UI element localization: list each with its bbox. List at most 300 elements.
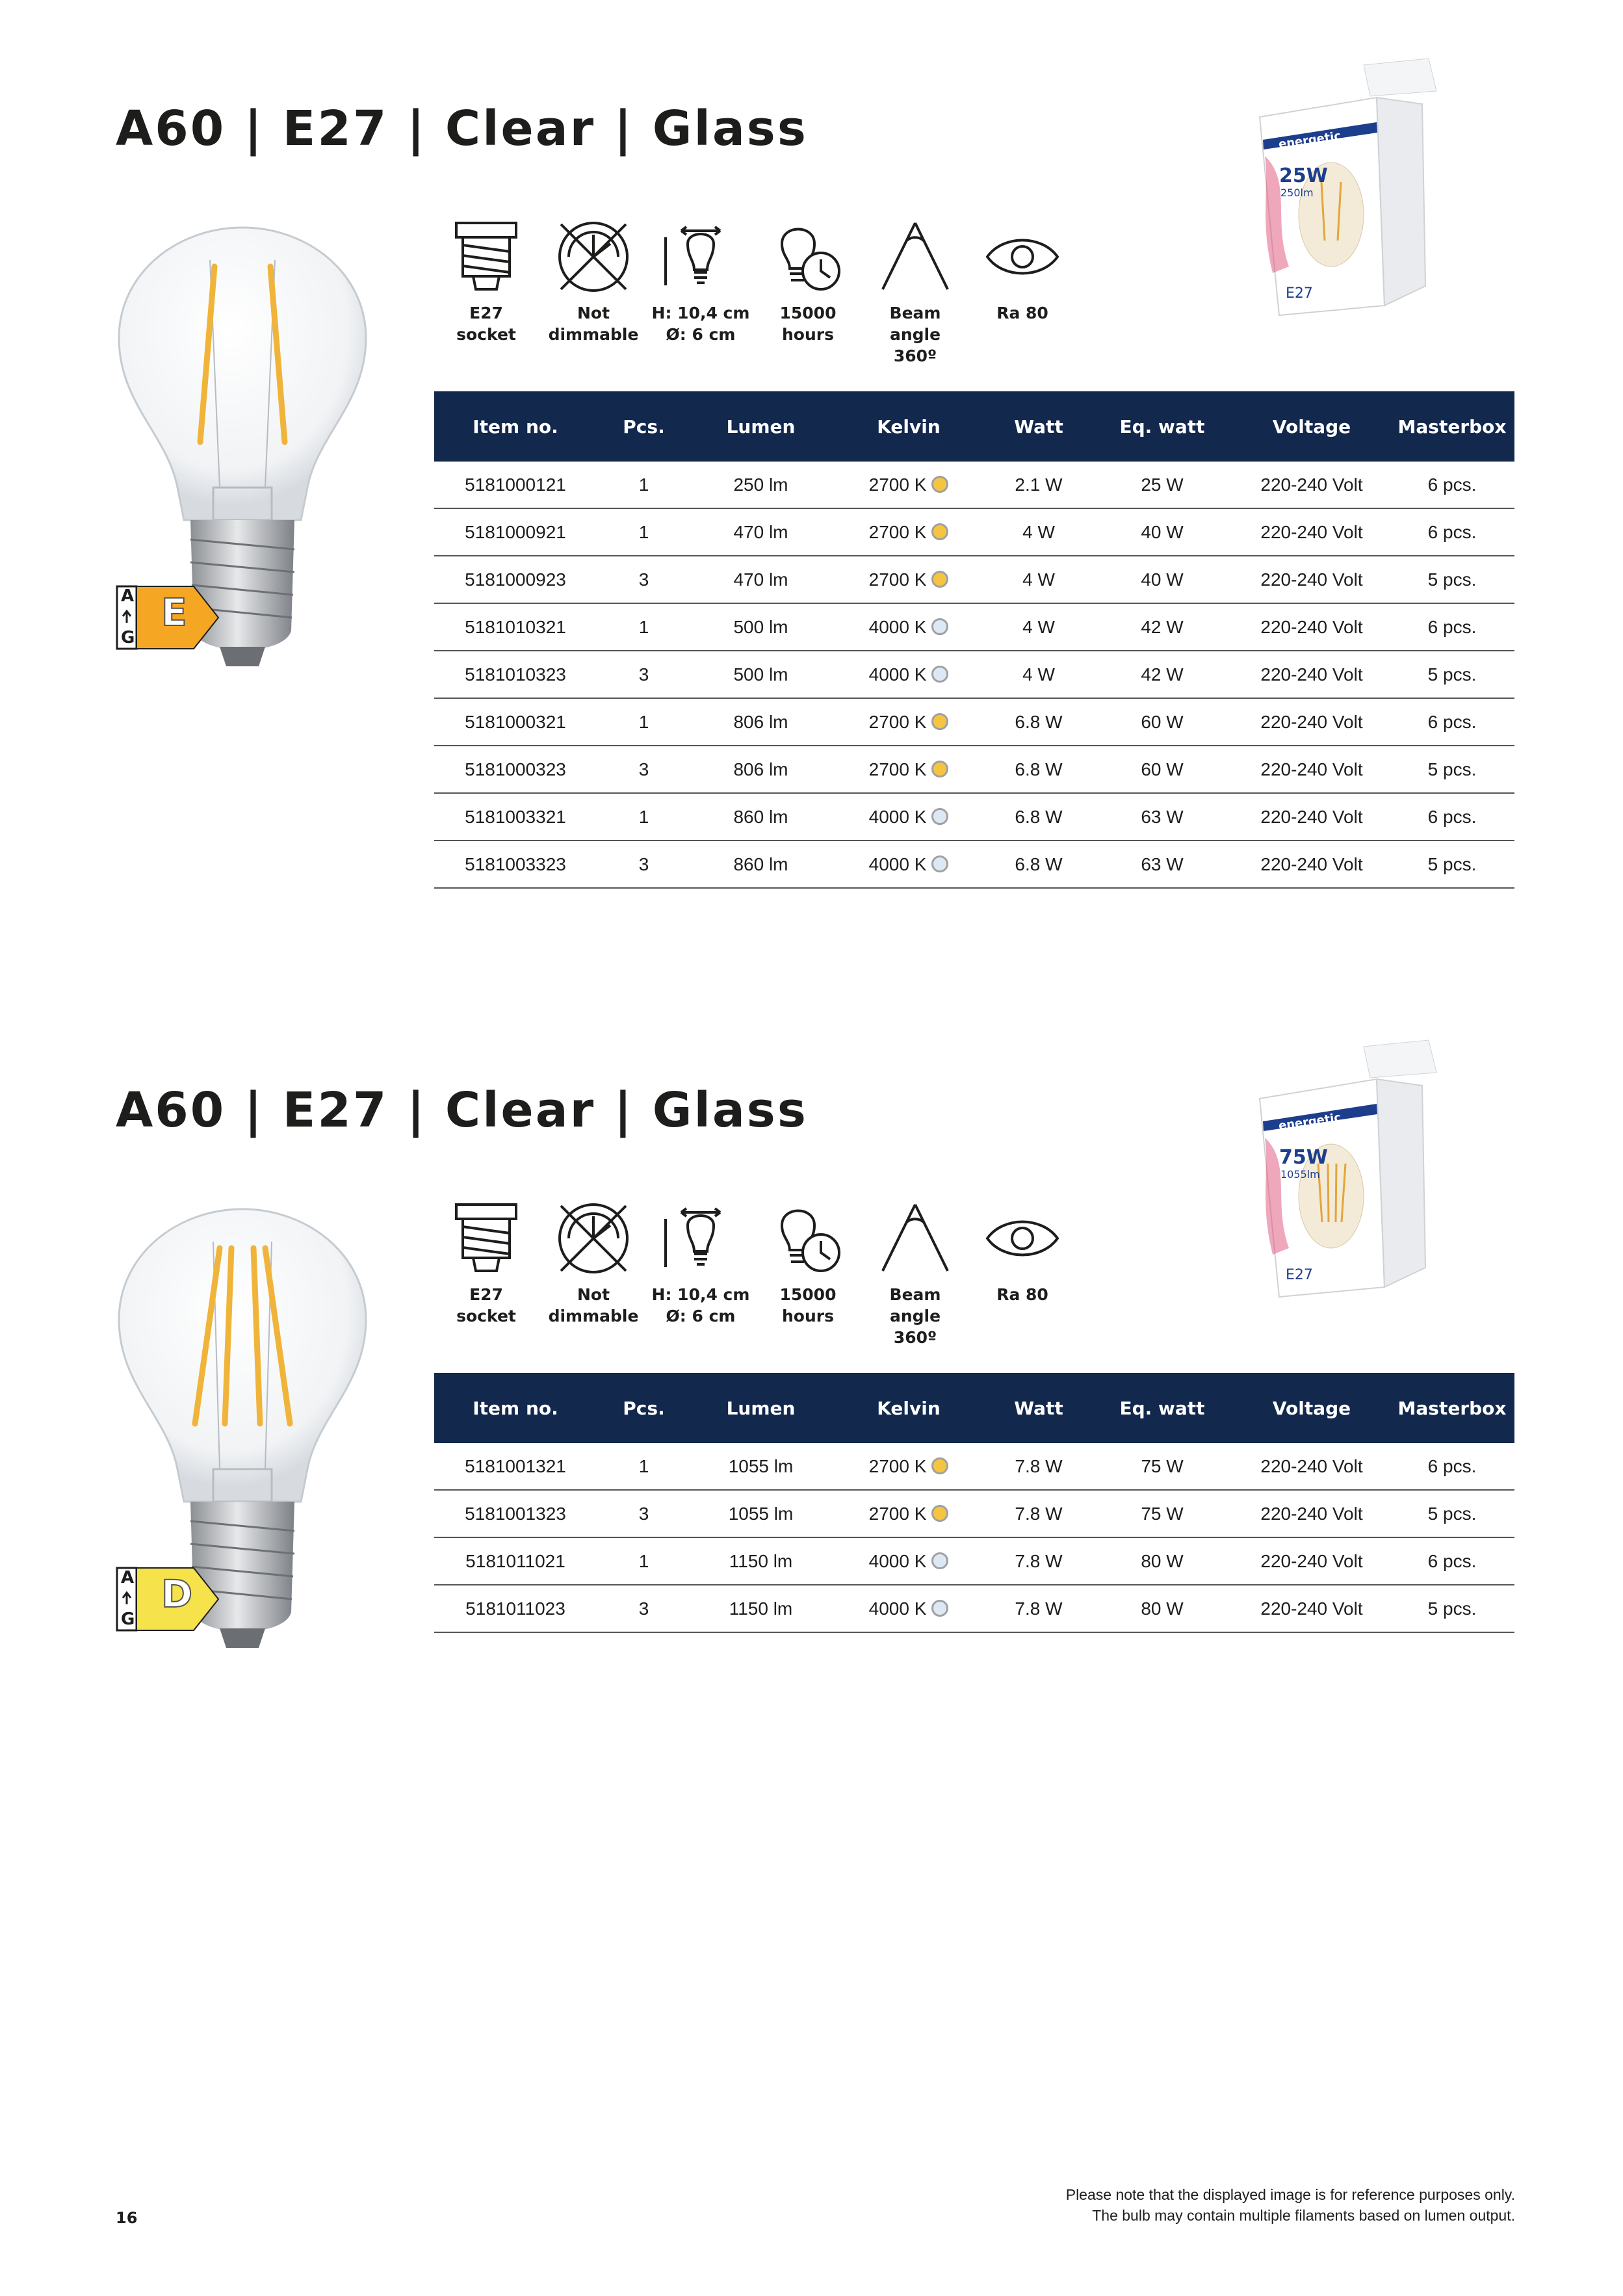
beam-angle-icon	[876, 1199, 954, 1277]
cell-text: 5181000323	[465, 759, 566, 779]
cell-text: 6.8 W	[1015, 854, 1063, 874]
table-row	[434, 603, 1514, 651]
ra-eye-icon	[983, 1199, 1061, 1277]
cell-text: 5 pcs.	[1427, 854, 1477, 874]
cell-text: 5 pcs.	[1427, 1598, 1477, 1619]
cell-box	[1390, 556, 1514, 603]
warm-light-dot-icon	[931, 571, 948, 588]
feature-label: 15000 hours	[779, 1285, 837, 1325]
cell-text: 806 lm	[733, 711, 788, 732]
cell-text: 60 W	[1141, 759, 1184, 779]
cell-text: 2700 K	[868, 711, 927, 732]
cell-box	[1390, 508, 1514, 556]
cool-light-dot-icon	[931, 1552, 948, 1569]
feature-lifetime	[756, 1199, 860, 1327]
table-row	[434, 462, 1514, 508]
ra-eye-icon	[983, 218, 1061, 296]
feature-lifetime	[756, 218, 860, 345]
feature-label: Beam angle 360º	[889, 1285, 941, 1347]
lifetime-hours-icon	[769, 1199, 847, 1277]
cell-pcs	[597, 508, 691, 556]
feature-label: H: 10,4 cm Ø: 6 cm	[651, 304, 750, 344]
cell-text: 5181010323	[465, 664, 566, 685]
cell-watt	[987, 1490, 1091, 1537]
cell-eq	[1091, 746, 1234, 793]
energy-label	[116, 1567, 220, 1632]
cell-text: 6 pcs.	[1427, 521, 1477, 542]
table-body	[434, 462, 1514, 888]
cell-lumen	[691, 1443, 831, 1490]
cell-watt	[987, 1443, 1091, 1490]
cell-text: 220-240 Volt	[1260, 711, 1363, 732]
cell-text: 1150 lm	[729, 1598, 793, 1619]
cell-box	[1390, 651, 1514, 698]
cell-text: 7.8 W	[1015, 1455, 1063, 1476]
cell-text: 4000 K	[868, 806, 927, 827]
warm-light-dot-icon	[931, 523, 948, 540]
product-spec-table	[434, 1373, 1514, 1633]
cell-kelvin	[831, 1490, 987, 1537]
cell-voltage	[1234, 1490, 1390, 1537]
cell-box	[1390, 793, 1514, 841]
cool-light-dot-icon	[931, 1600, 948, 1617]
table-row	[434, 1537, 1514, 1585]
feature-beam-angle	[863, 1199, 967, 1348]
e27-socket-icon	[447, 1199, 525, 1277]
table-row	[434, 1490, 1514, 1537]
cell-voltage	[1234, 462, 1390, 508]
disclaimer-note	[1066, 2184, 1515, 2226]
cell-text: 860 lm	[733, 854, 788, 874]
cell-text: 6 pcs.	[1427, 711, 1477, 732]
cell-pcs	[597, 1537, 691, 1585]
cell-lumen	[691, 556, 831, 603]
column-header: Item no.	[434, 1373, 597, 1443]
cell-text: 1055 lm	[728, 1503, 794, 1524]
beam-angle-icon	[876, 218, 954, 296]
cell-eq	[1091, 1490, 1234, 1537]
cell-watt	[987, 651, 1091, 698]
cell-box	[1390, 1490, 1514, 1537]
cell-pcs	[597, 793, 691, 841]
cell-kelvin	[831, 462, 987, 508]
cell-text: 860 lm	[733, 806, 788, 827]
feature-socket	[434, 1199, 538, 1327]
cell-text: 40 W	[1141, 521, 1184, 542]
cell-text: 220-240 Volt	[1260, 616, 1363, 637]
feature-dimensions	[649, 218, 753, 345]
cell-item	[434, 1585, 597, 1632]
cell-text: 5 pcs.	[1427, 1503, 1477, 1524]
cell-eq	[1091, 462, 1234, 508]
cell-watt	[987, 746, 1091, 793]
feature-label: Beam angle 360º	[889, 304, 941, 365]
cell-eq	[1091, 841, 1234, 888]
cell-text: 5181000321	[465, 711, 566, 732]
cell-text: 1	[638, 711, 649, 732]
cell-item	[434, 508, 597, 556]
cell-lumen	[691, 746, 831, 793]
cell-text: 42 W	[1141, 616, 1184, 637]
cell-pcs	[597, 841, 691, 888]
cell-kelvin	[831, 1585, 987, 1632]
cell-text: 4 W	[1022, 521, 1055, 542]
energy-scale-top: A	[121, 1568, 135, 1587]
cell-lumen	[691, 651, 831, 698]
cell-text: 2700 K	[868, 474, 927, 495]
e27-socket-icon	[447, 218, 525, 296]
cell-text: 4000 K	[868, 664, 927, 685]
cell-voltage	[1234, 1537, 1390, 1585]
column-header: Eq. watt	[1091, 391, 1234, 462]
cell-text: 2700 K	[868, 1503, 927, 1524]
cell-text: 7.8 W	[1015, 1598, 1063, 1619]
package-lumen: 1055lm	[1280, 1168, 1320, 1181]
cell-item	[434, 698, 597, 746]
cell-text: 60 W	[1141, 711, 1184, 732]
cell-text: 80 W	[1141, 1550, 1184, 1571]
cell-text: 5181000921	[465, 521, 566, 542]
cell-eq	[1091, 698, 1234, 746]
cell-eq	[1091, 1537, 1234, 1585]
cell-text: 220-240 Volt	[1260, 854, 1363, 874]
feature-label: Not dimmable	[548, 304, 639, 344]
cell-text: 5181011021	[465, 1550, 565, 1571]
cell-text: 75 W	[1141, 1455, 1184, 1476]
cell-kelvin	[831, 793, 987, 841]
energy-scale-top: A	[121, 586, 135, 606]
cell-text: 6.8 W	[1015, 759, 1063, 779]
package-socket: E27	[1286, 285, 1313, 302]
cell-text: 220-240 Volt	[1260, 1550, 1363, 1571]
cell-eq	[1091, 603, 1234, 651]
cell-text: 3	[638, 854, 649, 874]
cell-eq	[1091, 1443, 1234, 1490]
feature-ra	[970, 1199, 1074, 1305]
cell-text: 25 W	[1141, 474, 1184, 495]
cell-kelvin	[831, 556, 987, 603]
cell-box	[1390, 462, 1514, 508]
cell-pcs	[597, 746, 691, 793]
product-spec-table	[434, 391, 1514, 889]
cell-watt	[987, 841, 1091, 888]
cell-text: 75 W	[1141, 1503, 1184, 1524]
warm-light-dot-icon	[931, 761, 948, 777]
cell-text: 220-240 Volt	[1260, 664, 1363, 685]
cool-light-dot-icon	[931, 855, 948, 872]
cell-voltage	[1234, 746, 1390, 793]
disclaimer-line: Please note that the displayed image is for reference purposes only.	[1065, 2186, 1515, 2203]
cell-watt	[987, 793, 1091, 841]
cell-watt	[987, 556, 1091, 603]
cell-item	[434, 1443, 597, 1490]
warm-light-dot-icon	[931, 713, 948, 730]
cell-text: 220-240 Volt	[1260, 1598, 1363, 1619]
cell-lumen	[691, 1585, 831, 1632]
cell-kelvin	[831, 1537, 987, 1585]
page-number: 16	[116, 2209, 138, 2227]
feature-socket	[434, 218, 538, 345]
column-header: Lumen	[691, 1373, 831, 1443]
cell-text: 5181001323	[465, 1503, 566, 1524]
cell-text: 7.8 W	[1015, 1503, 1063, 1524]
cell-voltage	[1234, 651, 1390, 698]
cell-box	[1390, 1537, 1514, 1585]
cell-box	[1390, 603, 1514, 651]
product-title: A60 | E27 | Clear | Glass	[116, 1082, 808, 1138]
cell-watt	[987, 508, 1091, 556]
package-watt: 25W	[1279, 164, 1328, 187]
cell-box	[1390, 698, 1514, 746]
cell-text: 5181001321	[465, 1455, 566, 1476]
cell-item	[434, 1490, 597, 1537]
feature-label: 15000 hours	[779, 304, 837, 344]
disclaimer-line: The bulb may contain multiple filaments based on lumen output.	[1092, 2207, 1515, 2224]
package-socket: E27	[1286, 1267, 1313, 1283]
cell-pcs	[597, 1585, 691, 1632]
cell-text: 42 W	[1141, 664, 1184, 685]
feature-label: E27 socket	[456, 304, 516, 344]
lifetime-hours-icon	[769, 218, 847, 296]
feature-label: Ra 80	[996, 1285, 1048, 1304]
cell-text: 1	[638, 521, 649, 542]
table-row	[434, 1443, 1514, 1490]
cell-text: 6.8 W	[1015, 711, 1063, 732]
cell-text: 2700 K	[868, 759, 927, 779]
table-row	[434, 1585, 1514, 1632]
cell-text: 6 pcs.	[1427, 474, 1477, 495]
cell-item	[434, 556, 597, 603]
cell-kelvin	[831, 698, 987, 746]
product-package-image	[1234, 52, 1448, 332]
package-lumen: 250lm	[1280, 187, 1314, 199]
feature-dimmable	[541, 218, 645, 345]
cell-box	[1390, 1443, 1514, 1490]
cell-text: 1	[638, 1550, 649, 1571]
column-header: Kelvin	[831, 1373, 987, 1443]
cell-voltage	[1234, 1585, 1390, 1632]
cell-text: 6 pcs.	[1427, 806, 1477, 827]
cell-lumen	[691, 841, 831, 888]
column-header: Voltage	[1234, 391, 1390, 462]
package-watt: 75W	[1279, 1146, 1328, 1169]
cell-text: 1	[638, 806, 649, 827]
feature-icons	[434, 218, 1117, 365]
cell-text: 63 W	[1141, 854, 1184, 874]
cool-light-dot-icon	[931, 808, 948, 825]
cell-text: 4 W	[1022, 569, 1055, 590]
column-header: Masterbox	[1390, 1373, 1514, 1443]
feature-label: E27 socket	[456, 1285, 516, 1325]
cell-text: 250 lm	[733, 474, 788, 495]
package-brand: energetic	[1277, 1110, 1342, 1133]
cell-box	[1390, 841, 1514, 888]
cell-lumen	[691, 508, 831, 556]
cell-text: 220-240 Volt	[1260, 569, 1363, 590]
cell-voltage	[1234, 508, 1390, 556]
cell-text: 220-240 Volt	[1260, 1503, 1363, 1524]
not-dimmable-icon	[554, 218, 632, 296]
feature-icons	[434, 1199, 1117, 1347]
cell-text: 2700 K	[868, 1455, 927, 1476]
cell-item	[434, 603, 597, 651]
cell-lumen	[691, 698, 831, 746]
cell-pcs	[597, 556, 691, 603]
cell-text: 4 W	[1022, 616, 1055, 637]
table-body	[434, 1443, 1514, 1632]
cell-lumen	[691, 603, 831, 651]
cell-text: 4000 K	[868, 1550, 927, 1571]
cell-voltage	[1234, 1443, 1390, 1490]
cell-item	[434, 462, 597, 508]
cell-text: 2700 K	[868, 569, 927, 590]
cell-text: 3	[638, 1598, 649, 1619]
cell-text: 5181003323	[465, 854, 566, 874]
cell-lumen	[691, 1537, 831, 1585]
column-header: Item no.	[434, 391, 597, 462]
cell-watt	[987, 698, 1091, 746]
cell-text: 1	[638, 474, 649, 495]
energy-label	[116, 585, 220, 650]
table-row	[434, 841, 1514, 888]
cell-eq	[1091, 1585, 1234, 1632]
cell-text: 7.8 W	[1015, 1550, 1063, 1571]
cell-text: 3	[638, 1503, 649, 1524]
cell-text: 2.1 W	[1015, 474, 1063, 495]
cell-text: 3	[638, 664, 649, 685]
cell-eq	[1091, 508, 1234, 556]
bulb-dimensions-icon	[662, 1199, 740, 1277]
cell-text: 220-240 Volt	[1260, 1455, 1363, 1476]
cell-voltage	[1234, 698, 1390, 746]
column-header: Pcs.	[597, 1373, 691, 1443]
cell-box	[1390, 1585, 1514, 1632]
feature-beam-angle	[863, 218, 967, 367]
cell-lumen	[691, 462, 831, 508]
cell-item	[434, 1537, 597, 1585]
column-header: Eq. watt	[1091, 1373, 1234, 1443]
cell-kelvin	[831, 1443, 987, 1490]
cell-text: 4000 K	[868, 616, 927, 637]
cell-text: 500 lm	[733, 616, 788, 637]
cell-text: 4000 K	[868, 854, 927, 874]
cell-text: 220-240 Volt	[1260, 521, 1363, 542]
cell-text: 4 W	[1022, 664, 1055, 685]
cell-text: 500 lm	[733, 664, 788, 685]
cell-text: 220-240 Volt	[1260, 759, 1363, 779]
product-title: A60 | E27 | Clear | Glass	[116, 101, 808, 157]
cell-item	[434, 793, 597, 841]
cell-pcs	[597, 603, 691, 651]
table-row	[434, 651, 1514, 698]
cell-text: 5181000923	[465, 569, 566, 590]
table-row	[434, 698, 1514, 746]
cell-watt	[987, 462, 1091, 508]
cell-watt	[987, 1585, 1091, 1632]
cell-lumen	[691, 793, 831, 841]
cool-light-dot-icon	[931, 618, 948, 635]
cell-kelvin	[831, 603, 987, 651]
package-brand: energetic	[1277, 129, 1342, 151]
cell-eq	[1091, 793, 1234, 841]
cell-text: 40 W	[1141, 569, 1184, 590]
cell-pcs	[597, 1443, 691, 1490]
table-row	[434, 556, 1514, 603]
cell-text: 5181010321	[465, 616, 566, 637]
cell-text: 2700 K	[868, 521, 927, 542]
cool-light-dot-icon	[931, 666, 948, 683]
table-row	[434, 746, 1514, 793]
cell-eq	[1091, 556, 1234, 603]
feature-label: H: 10,4 cm Ø: 6 cm	[651, 1285, 750, 1325]
cell-kelvin	[831, 841, 987, 888]
cell-box	[1390, 746, 1514, 793]
column-header: Pcs.	[597, 391, 691, 462]
column-header: Masterbox	[1390, 391, 1514, 462]
cell-text: 5 pcs.	[1427, 664, 1477, 685]
warm-light-dot-icon	[931, 1457, 948, 1474]
cell-text: 6 pcs.	[1427, 1455, 1477, 1476]
cell-text: 470 lm	[733, 521, 788, 542]
cell-text: 6.8 W	[1015, 806, 1063, 827]
cell-voltage	[1234, 793, 1390, 841]
cell-kelvin	[831, 508, 987, 556]
cell-text: 220-240 Volt	[1260, 806, 1363, 827]
cell-text: 1150 lm	[729, 1550, 793, 1571]
energy-scale-bottom: G	[121, 628, 135, 647]
cell-text: 1	[638, 616, 649, 637]
cell-text: 220-240 Volt	[1260, 474, 1363, 495]
cell-pcs	[597, 698, 691, 746]
column-header: Watt	[987, 391, 1091, 462]
cell-item	[434, 746, 597, 793]
energy-scale-bottom: G	[121, 1610, 135, 1629]
cell-voltage	[1234, 603, 1390, 651]
column-header: Watt	[987, 1373, 1091, 1443]
cell-text: 6 pcs.	[1427, 1550, 1477, 1571]
cell-text: 470 lm	[733, 569, 788, 590]
product-section	[0, 0, 1623, 975]
table-row	[434, 508, 1514, 556]
cell-text: 3	[638, 759, 649, 779]
cell-text: 1055 lm	[728, 1455, 794, 1476]
cell-eq	[1091, 651, 1234, 698]
cell-text: 5181011023	[465, 1598, 565, 1619]
package-box-illustration	[1234, 1034, 1448, 1313]
product-package-image	[1234, 1034, 1448, 1313]
cell-pcs	[597, 651, 691, 698]
column-header: Kelvin	[831, 391, 987, 462]
cell-text: 5181003321	[465, 806, 566, 827]
cell-watt	[987, 603, 1091, 651]
package-box-illustration	[1234, 52, 1448, 332]
column-header: Lumen	[691, 391, 831, 462]
cell-kelvin	[831, 746, 987, 793]
energy-class-letter: D	[161, 1572, 193, 1616]
cell-text: 4000 K	[868, 1598, 927, 1619]
cell-text: 5181000121	[465, 474, 566, 495]
table-header-row	[434, 391, 1514, 462]
energy-class-letter: E	[161, 590, 187, 634]
not-dimmable-icon	[554, 1199, 632, 1277]
cell-text: 63 W	[1141, 806, 1184, 827]
cell-text: 3	[638, 569, 649, 590]
cell-text: 5 pcs.	[1427, 569, 1477, 590]
cell-text: 806 lm	[733, 759, 788, 779]
feature-label: Ra 80	[996, 304, 1048, 322]
cell-text: 6 pcs.	[1427, 616, 1477, 637]
cell-pcs	[597, 462, 691, 508]
